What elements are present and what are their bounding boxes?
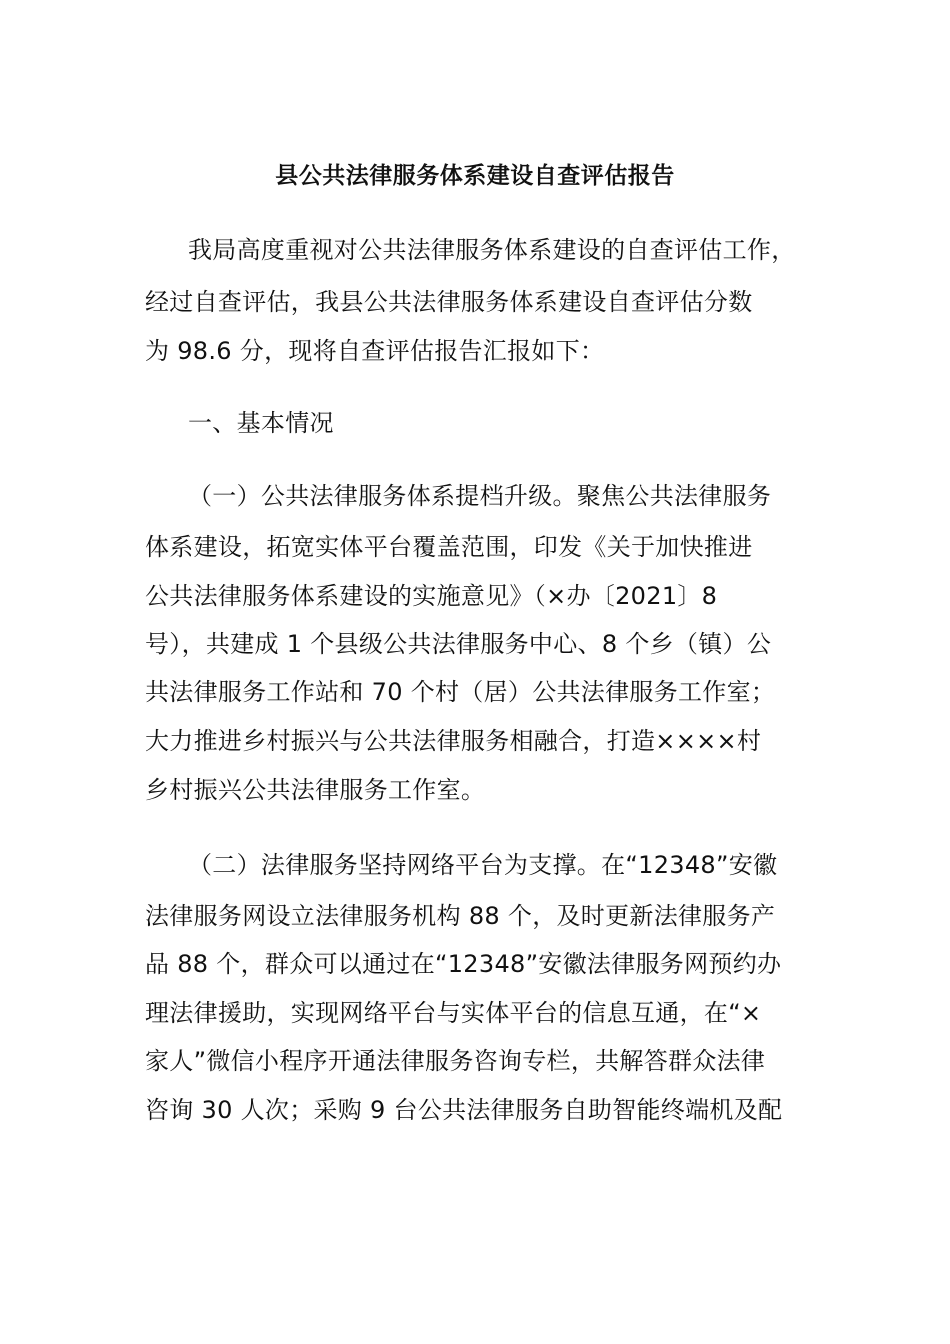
paragraph-line: 共法律服务工作站和 70 个村（居）公共法律服务工作室； bbox=[145, 678, 776, 706]
paragraph-line: 家人”微信小程序开通法律服务咨询专栏，共解答群众法律 bbox=[145, 1047, 766, 1075]
paragraph-line: 理法律援助，实现网络平台与实体平台的信息互通，在“× bbox=[145, 999, 762, 1027]
paragraph-line: （一）公共法律服务体系提档升级。聚焦公共法律服务 bbox=[188, 482, 772, 510]
document-title: 县公共法律服务体系建设自查评估报告 bbox=[275, 163, 675, 189]
paragraph-line: 品 88 个，群众可以通过在“12348”安徽法律服务网预约办 bbox=[145, 950, 782, 978]
intro-line: 经过自查评估，我县公共法律服务体系建设自查评估分数 bbox=[145, 288, 753, 316]
paragraph-line: 号），共建成 1 个县级公共法律服务中心、8 个乡（镇）公 bbox=[145, 630, 772, 658]
paragraph-line: 体系建设，拓宽实体平台覆盖范围，印发《关于加快推进 bbox=[145, 533, 753, 561]
paragraph-line: 乡村振兴公共法律服务工作室。 bbox=[145, 776, 486, 804]
paragraph-line: 法律服务网设立法律服务机构 88 个，及时更新法律服务产 bbox=[145, 902, 776, 930]
intro-line: 我局高度重视对公共法律服务体系建设的自查评估工作， bbox=[188, 236, 796, 264]
paragraph-line: 咨询 30 人次；采购 9 台公共法律服务自助智能终端机及配 bbox=[145, 1096, 783, 1124]
paragraph-line: （二）法律服务坚持网络平台为支撑。在“12348”安徽 bbox=[188, 851, 778, 879]
section-heading: 一、基本情况 bbox=[188, 409, 334, 437]
paragraph-line: 公共法律服务体系建设的实施意见》（×办〔2021〕8 bbox=[145, 582, 718, 610]
intro-line: 为 98.6 分，现将自查评估报告汇报如下： bbox=[145, 337, 605, 365]
paragraph-line: 大力推进乡村振兴与公共法律服务相融合，打造××××村 bbox=[145, 727, 762, 755]
